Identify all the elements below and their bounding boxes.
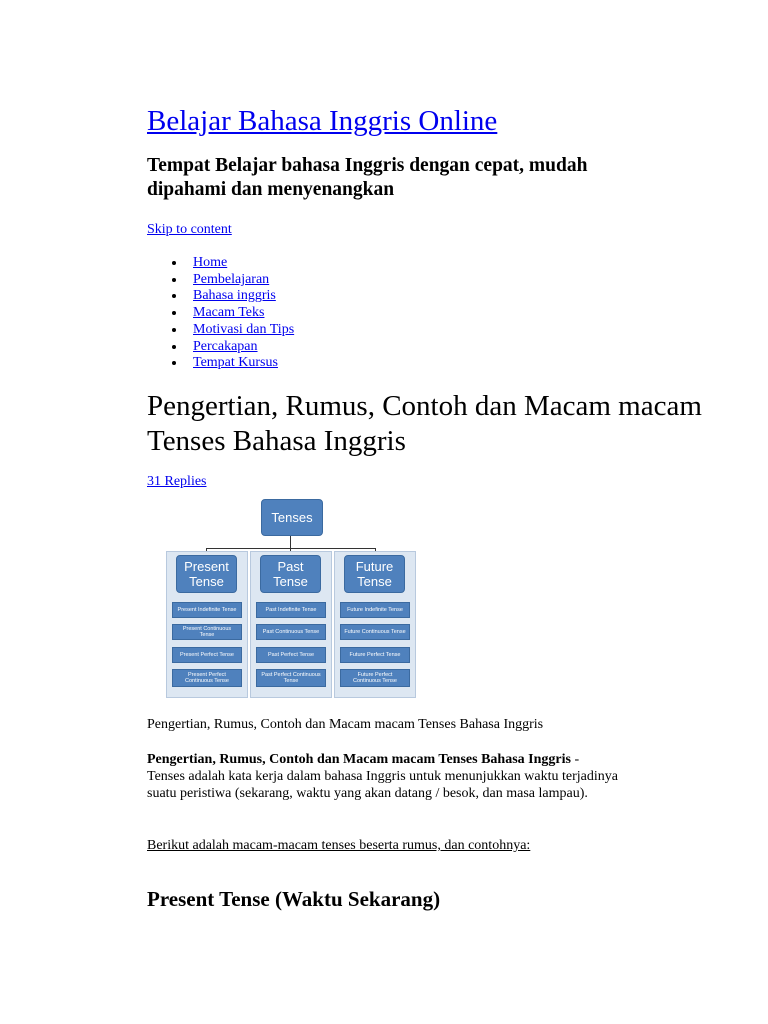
- site-title-link[interactable]: Belajar Bahasa Inggris Online: [147, 105, 498, 137]
- diagram-item-text: Present Indefinite Tense: [177, 607, 237, 613]
- diagram-item-text: Present Perfect Tense: [179, 652, 234, 658]
- diagram-item-text: Past Perfect Tense: [267, 652, 315, 658]
- image-caption: Pengertian, Rumus, Contoh dan Macam macam Tenses Bahasa Inggris: [147, 717, 544, 732]
- nav-item-home: [147, 255, 294, 272]
- nav-link-tempat-kursus[interactable]: Tempat Kursus: [193, 355, 278, 371]
- bullet-icon: [172, 345, 176, 349]
- nav-item-tempat-kursus: [147, 355, 294, 372]
- bullet-icon: [172, 294, 176, 298]
- bullet-icon: [172, 361, 176, 365]
- diagram-item: [340, 647, 410, 663]
- diagram-item: [172, 624, 242, 640]
- diagram-item-text: Past Continuous Tense: [262, 629, 320, 635]
- section-heading: Present Tense (Waktu Sekarang): [147, 887, 441, 911]
- diagram-item-text: Future Perfect Continuous Tense: [353, 672, 397, 684]
- diagram-connector: [206, 548, 376, 549]
- bullet-icon: [172, 328, 176, 332]
- post-lead-text: Tenses adalah kata kerja dalam bahasa Inggris untuk menunjukkan waktu terjadinya suatu peristiwa (sekarang, waktu yang akan datang / besok, dan masa lampau).: [147, 769, 618, 801]
- nav-link-percakapan[interactable]: Percakapan: [193, 338, 258, 354]
- diagram-item: [256, 602, 326, 618]
- bullet-icon: [172, 311, 176, 315]
- diagram-item-text: Future Continuous Tense: [344, 629, 406, 635]
- nav-link-motivasi-dan-tips[interactable]: Motivasi dan Tips: [193, 321, 295, 337]
- diagram-column-title: [344, 555, 405, 593]
- diagram-connector: [290, 536, 291, 548]
- nav-link-macam-teks[interactable]: Macam Teks: [193, 305, 265, 321]
- nav-item-bahasa-inggris: [147, 288, 294, 305]
- diagram-item: [172, 602, 242, 618]
- nav-link-pembelajaran[interactable]: Pembelajaran: [193, 271, 270, 287]
- diagram-item-text: Future Indefinite Tense: [347, 607, 403, 613]
- diagram-item-text: Past Indefinite Tense: [265, 607, 317, 613]
- diagram-item: [256, 624, 326, 640]
- nav-item-macam-teks: [147, 305, 294, 322]
- diagram-item: [340, 602, 410, 618]
- diagram-item: [172, 647, 242, 663]
- post-lead-separator: -: [570, 752, 580, 767]
- diagram-root-label: Tenses: [271, 510, 313, 525]
- diagram-column-title-text: Present Tense: [184, 559, 229, 589]
- diagram-item: [340, 669, 410, 687]
- diagram-item-text: Present Continuous Tense: [182, 626, 232, 638]
- tenses-diagram: [166, 496, 418, 696]
- diagram-item: [340, 624, 410, 640]
- site-title: [147, 104, 497, 138]
- diagram-item: [172, 669, 242, 687]
- post-title: Pengertian, Rumus, Contoh dan Macam macam Tenses Bahasa Inggris: [147, 390, 702, 457]
- post-lead-bold: Pengertian, Rumus, Contoh dan Macam macam Tenses Bahasa Inggris: [147, 752, 571, 767]
- diagram-item-text: Past Perfect Continuous Tense: [261, 672, 321, 684]
- diagram-column-title-text: Past Tense: [273, 559, 308, 589]
- skip-to-content-link[interactable]: Skip to content: [147, 222, 232, 237]
- replies-link[interactable]: 31 Replies: [147, 474, 207, 489]
- nav-link-bahasa-inggris[interactable]: Bahasa inggris: [193, 288, 276, 304]
- diagram-item-text: Future Perfect Tense: [349, 652, 401, 658]
- tenses-intro: Berikut adalah macam-macam tenses beserta rumus, dan contohnya:: [147, 838, 531, 853]
- diagram-column-title: [176, 555, 237, 593]
- bullet-icon: [172, 278, 176, 282]
- diagram-item-text: Present Perfect Continuous Tense: [185, 672, 229, 684]
- post-paragraph: [147, 751, 647, 802]
- main-navigation: [147, 255, 294, 372]
- diagram-item: [256, 669, 326, 687]
- nav-item-pembelajaran: [147, 272, 294, 289]
- nav-item-percakapan: [147, 339, 294, 356]
- diagram-column-title-text: Future Tense: [355, 559, 394, 589]
- nav-item-motivasi-dan-tips: [147, 322, 294, 339]
- diagram-root-box: [261, 499, 323, 536]
- nav-link-home[interactable]: Home: [193, 255, 228, 270]
- bullet-icon: [172, 261, 176, 265]
- site-description: Tempat Belajar bahasa Inggris dengan cepat, mudah dipahami dan menyenangkan: [147, 155, 588, 200]
- diagram-item: [256, 647, 326, 663]
- diagram-column-title: [260, 555, 321, 593]
